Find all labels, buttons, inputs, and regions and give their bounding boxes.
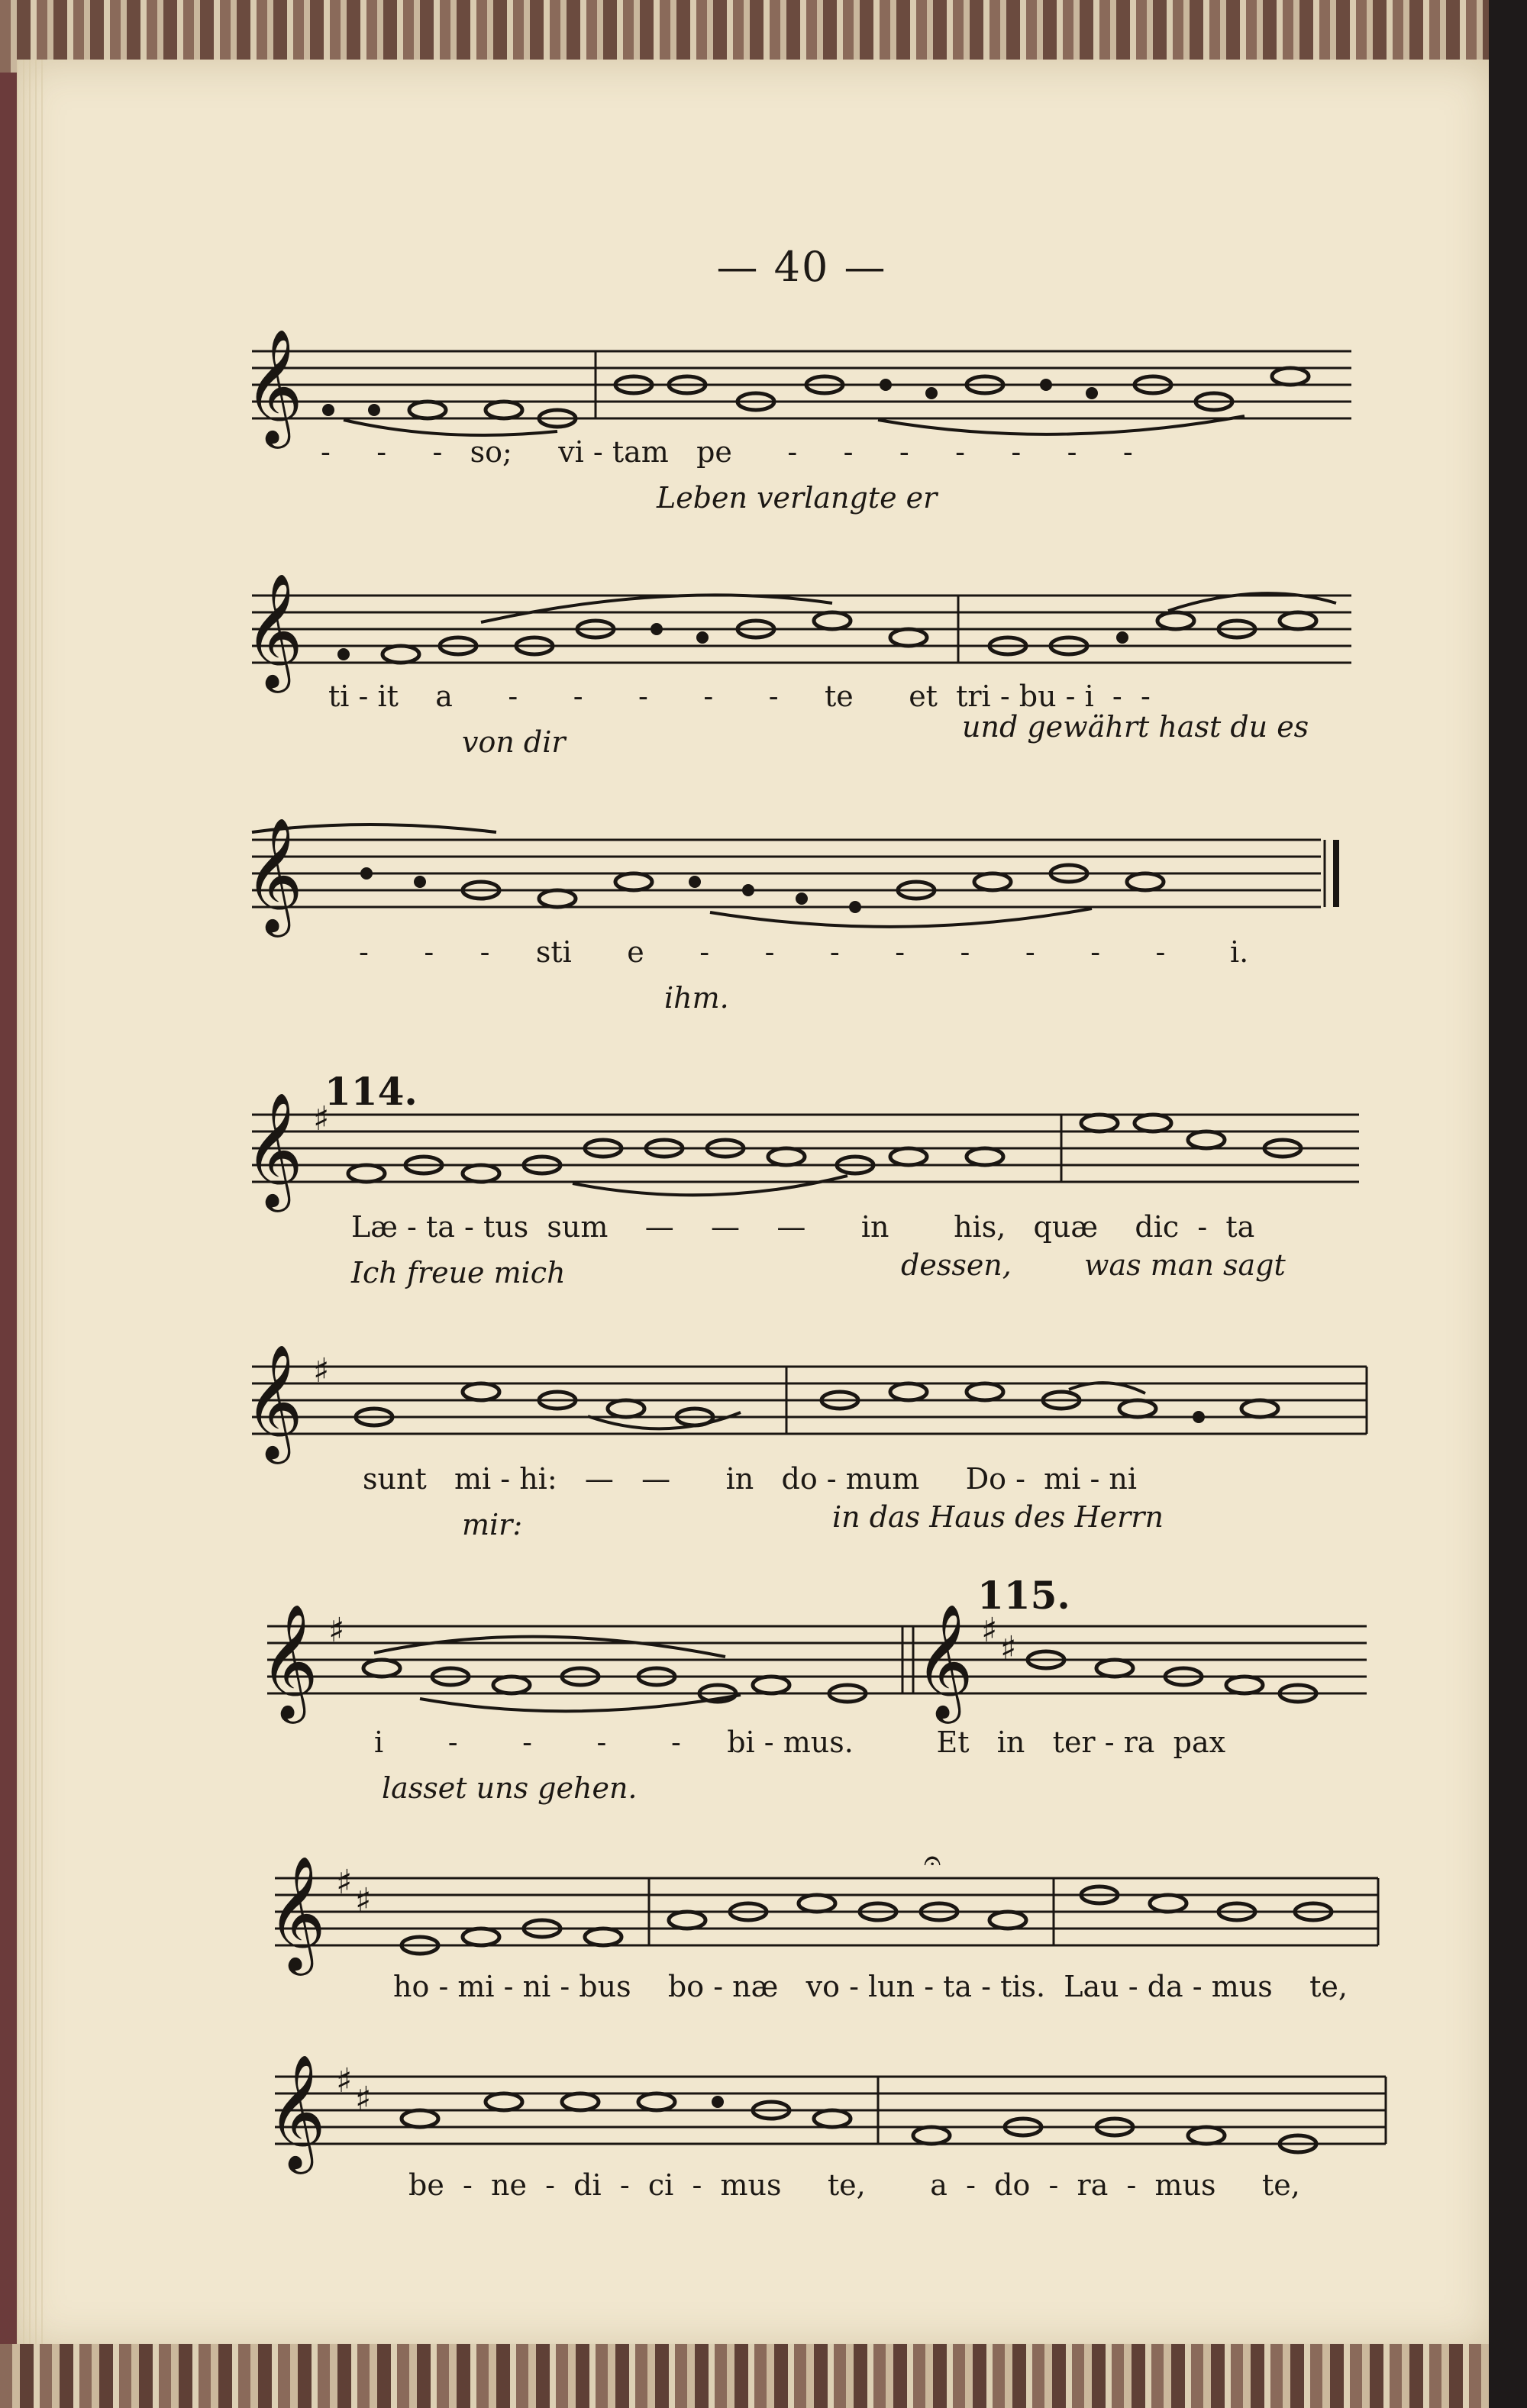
syllable: - — [713, 1970, 724, 2003]
syllable: - — [1025, 935, 1035, 969]
syllable: mi — [457, 1970, 495, 2003]
sharp-icon: ♯ — [313, 1351, 330, 1390]
german-gloss: Ich freue mich — [351, 1256, 566, 1290]
syllable: - — [768, 679, 779, 713]
syllable: tri — [956, 679, 991, 713]
music-system-8 — [267, 2053, 1390, 2214]
syllable: bo — [667, 1970, 705, 2003]
syllable: i. — [1229, 935, 1249, 969]
syllable: quæ — [1033, 1210, 1099, 1244]
music-system-6 — [260, 1603, 1374, 1809]
sharp-icon: ♯ — [981, 1611, 998, 1650]
syllable: - — [560, 1970, 570, 2003]
syllable: - — [407, 1210, 417, 1244]
syllable: dic — [1135, 1210, 1180, 1244]
treble-clef-icon: 𝄞 — [244, 1343, 303, 1459]
german-gloss: dessen, — [901, 1248, 1012, 1282]
german-gloss: lasset uns gehen. — [382, 1771, 638, 1805]
syllable: in — [996, 1725, 1025, 1759]
book-bottom-edge — [0, 2344, 1527, 2408]
german-gloss: was man sagt — [1084, 1248, 1286, 1282]
lyric-line — [374, 1725, 1225, 1759]
syllable: - — [826, 1462, 837, 1496]
syllable: ter — [1052, 1725, 1096, 1759]
syllable: e — [627, 935, 644, 969]
syllable: ta — [943, 1970, 973, 2003]
german-gloss: mir: — [462, 1508, 523, 1541]
syllable: — — [644, 1210, 674, 1244]
syllable: - — [1090, 935, 1101, 969]
syllable: bi — [727, 1725, 755, 1759]
syllable: ta — [1225, 1210, 1255, 1244]
syllable: di — [573, 2168, 602, 2202]
syllable: te — [824, 679, 854, 713]
syllable: - — [508, 679, 518, 713]
syllable: - — [503, 1970, 514, 2003]
lyric-line — [408, 2168, 1300, 2202]
syllable: mus — [1154, 2168, 1216, 2202]
treble-clef-icon: 𝄞 — [244, 572, 303, 688]
syllable: so; — [470, 435, 512, 469]
lyric-line — [328, 679, 1151, 713]
syllable: be — [408, 2168, 444, 2202]
syllable: - — [463, 2168, 473, 2202]
syllable: - — [1067, 435, 1077, 469]
syllable: - — [966, 2168, 976, 2202]
syllable: a — [435, 679, 453, 713]
page-stack-edge — [17, 60, 47, 2350]
syllable: - — [829, 935, 840, 969]
syllable: a — [930, 2168, 948, 2202]
syllable: vo — [805, 1970, 840, 2003]
treble-clef-icon: 𝄞 — [244, 816, 303, 932]
syllable: ni — [1109, 1462, 1138, 1496]
syllable: Do — [965, 1462, 1007, 1496]
syllable: do — [781, 1462, 818, 1496]
syllable: - — [960, 935, 970, 969]
syllable: - — [764, 1725, 774, 1759]
hymn-number: 114. — [324, 1069, 418, 1114]
syllable: - — [1140, 679, 1151, 713]
syllable: in — [725, 1462, 754, 1496]
music-system-3 — [244, 816, 1359, 1023]
lyric-line — [363, 1462, 1137, 1496]
syllable: ho — [393, 1970, 430, 2003]
syllable: - — [1122, 435, 1133, 469]
music-system-7 — [267, 1843, 1390, 2016]
syllable: ra — [1123, 1725, 1155, 1759]
syllable: te, — [1261, 2168, 1300, 2202]
syllable: - — [1126, 2168, 1137, 2202]
syllable: — — [641, 1462, 671, 1496]
syllable: — — [776, 1210, 806, 1244]
syllable: - — [500, 1462, 511, 1496]
syllable: mus — [720, 2168, 782, 2202]
syllable: mus — [1211, 1970, 1273, 2003]
syllable: ci — [647, 2168, 674, 2202]
syllable: - — [895, 935, 906, 969]
fermata-icon: 𝄐 — [924, 1843, 941, 1878]
syllable: - — [447, 1725, 458, 1759]
syllable: tis. — [1000, 1970, 1046, 2003]
syllable: - — [545, 2168, 555, 2202]
syllable: it — [377, 679, 399, 713]
sharp-icon: ♯ — [355, 1881, 372, 1920]
staff-3 — [244, 816, 1359, 939]
syllable: i — [1084, 679, 1094, 713]
music-system-1 — [244, 328, 1359, 515]
treble-clef-icon: 𝄞 — [244, 1091, 303, 1207]
treble-clef-icon: 𝄞 — [267, 2053, 326, 2169]
syllable: lun — [868, 1970, 915, 2003]
syllable: - — [1197, 1210, 1208, 1244]
syllable: mum — [845, 1462, 920, 1496]
sharp-icon: ♯ — [1000, 1629, 1017, 1668]
syllable: Lau — [1064, 1970, 1119, 2003]
syllable: sunt — [363, 1462, 427, 1496]
treble-clef-icon: 𝄞 — [260, 1603, 318, 1719]
syllable: ne — [491, 2168, 527, 2202]
syllable: - — [1011, 435, 1022, 469]
syllable: - — [924, 1970, 935, 2003]
syllable: - — [522, 1725, 532, 1759]
lyric-line — [351, 1210, 1254, 1244]
syllable: pax — [1173, 1725, 1226, 1759]
syllable: his, — [954, 1210, 1006, 1244]
syllable: Et — [936, 1725, 970, 1759]
syllable: - — [787, 435, 798, 469]
syllable: bus — [579, 1970, 631, 2003]
syllable: - — [955, 435, 965, 469]
syllable: - — [1155, 935, 1166, 969]
treble-clef-icon: 𝄞 — [244, 328, 303, 444]
staff-8 — [267, 2053, 1390, 2176]
syllable: tus — [483, 1210, 529, 1244]
syllable: - — [1192, 1970, 1203, 2003]
sharp-icon: ♯ — [336, 1863, 353, 1902]
syllable: ni — [522, 1970, 551, 2003]
syllable: Læ — [351, 1210, 398, 1244]
syllable: pe — [696, 435, 732, 469]
syllable: - — [638, 679, 648, 713]
lyric-line — [321, 435, 1133, 469]
syllable: - — [899, 435, 909, 469]
syllable: - — [1090, 1462, 1100, 1496]
syllable: - — [358, 679, 369, 713]
syllable: - — [1104, 1725, 1115, 1759]
syllable: do — [994, 2168, 1031, 2202]
german-gloss: ihm. — [664, 981, 729, 1015]
staff-5 — [244, 1343, 1367, 1466]
syllable: - — [699, 935, 710, 969]
music-system-2 — [244, 572, 1359, 759]
book-right-shadow — [1489, 0, 1527, 2408]
syllable: - — [359, 935, 369, 969]
german-gloss: Leben verlangte er — [657, 481, 938, 515]
syllable: et — [909, 679, 938, 713]
syllable: - — [596, 1725, 607, 1759]
syllable: - — [1065, 679, 1076, 713]
syllable: - — [1112, 679, 1122, 713]
syllable: sti — [535, 935, 572, 969]
german-gloss: in das Haus des Herrn — [832, 1500, 1164, 1534]
treble-clef-icon: 𝄞 — [267, 1854, 326, 1971]
syllable: te, — [827, 2168, 866, 2202]
german-gloss: von dir — [462, 725, 566, 759]
staff-2 — [244, 572, 1359, 695]
lyric-line — [393, 1970, 1348, 2003]
syllable: ti — [328, 679, 350, 713]
syllable: da — [1147, 1970, 1183, 2003]
syllable: - — [432, 435, 443, 469]
syllable: tam — [612, 435, 669, 469]
syllable: - — [703, 679, 714, 713]
syllable: te, — [1309, 1970, 1348, 2003]
german-gloss: und gewährt hast du es — [962, 710, 1309, 744]
syllable: — — [711, 1210, 741, 1244]
syllable: ta — [425, 1210, 455, 1244]
syllable: - — [376, 435, 387, 469]
syllable: - — [981, 1970, 992, 2003]
syllable: mus. — [783, 1725, 854, 1759]
treble-clef-icon: 𝄞 — [915, 1603, 973, 1719]
syllable: - — [592, 435, 603, 469]
syllable: - — [849, 1970, 859, 2003]
syllable: - — [843, 435, 854, 469]
syllable: - — [573, 679, 583, 713]
syllable: bu — [1019, 679, 1057, 713]
syllable: - — [764, 935, 775, 969]
sharp-icon: ♯ — [336, 2061, 353, 2100]
syllable: - — [1015, 1462, 1025, 1496]
hymn-number: 115. — [977, 1573, 1070, 1618]
syllable: ra — [1077, 2168, 1109, 2202]
syllable: - — [479, 935, 490, 969]
syllable: — — [584, 1462, 614, 1496]
syllable: næ — [732, 1970, 779, 2003]
syllable: - — [438, 1970, 449, 2003]
syllable: sum — [547, 1210, 609, 1244]
syllable: i — [374, 1725, 384, 1759]
syllable: - — [999, 679, 1010, 713]
syllable: - — [1128, 1970, 1138, 2003]
sharp-icon: ♯ — [313, 1099, 330, 1138]
staff-6 — [260, 1603, 1374, 1725]
syllable: - — [321, 435, 331, 469]
staff-1 — [244, 328, 1359, 450]
page-number: — 40 — — [716, 243, 887, 291]
syllable: in — [860, 1210, 889, 1244]
syllable: - — [1048, 2168, 1059, 2202]
music-system-5 — [244, 1343, 1367, 1542]
syllable: - — [692, 2168, 702, 2202]
syllable: - — [670, 1725, 681, 1759]
syllable: hi: — [519, 1462, 557, 1496]
syllable: - — [424, 935, 434, 969]
syllable: mi — [454, 1462, 492, 1496]
staff-7 — [267, 1843, 1390, 1977]
sharp-icon: ♯ — [328, 1611, 345, 1650]
syllable: - — [619, 2168, 630, 2202]
syllable: mi — [1044, 1462, 1081, 1496]
syllable: vi — [558, 435, 584, 469]
sharp-icon: ♯ — [355, 2080, 372, 2119]
syllable: - — [464, 1210, 474, 1244]
lyric-line — [359, 935, 1248, 969]
